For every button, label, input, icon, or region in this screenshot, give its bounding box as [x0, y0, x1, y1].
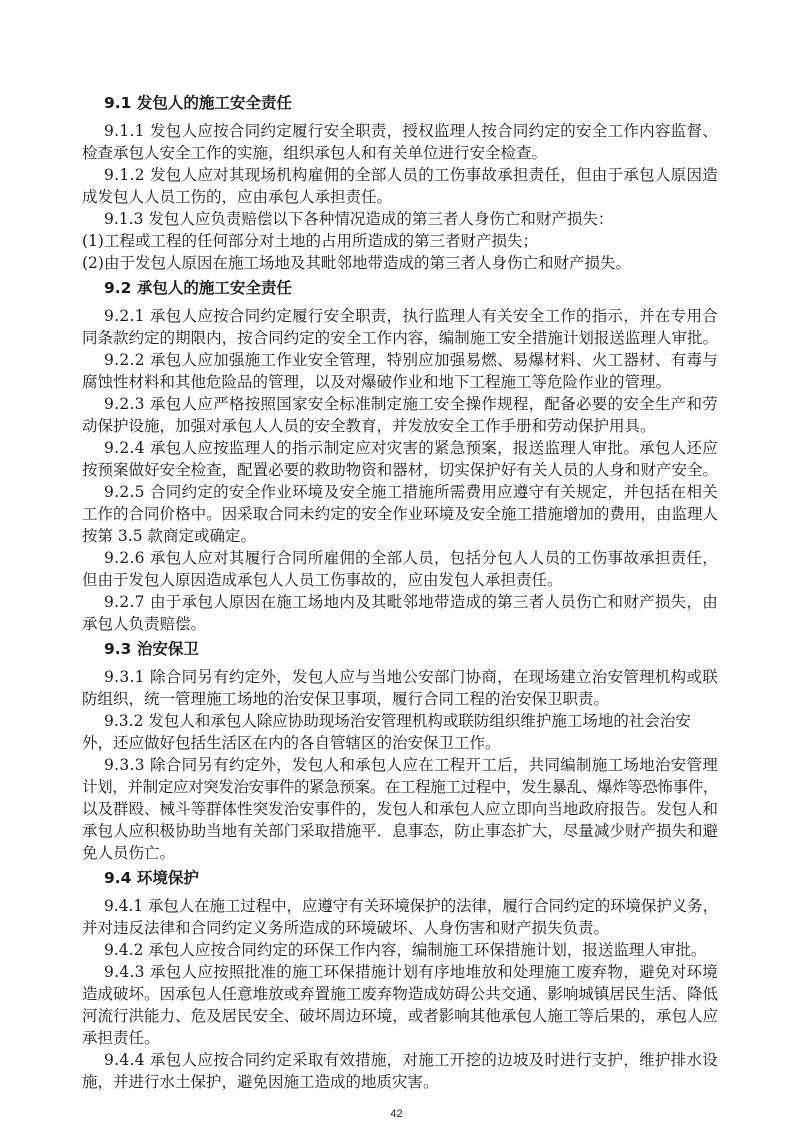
text-line: 9.3.2 发包人和承包人除应协助现场治安管理机构或联防组织维护施工场地的社会治安: [104, 712, 691, 730]
clause-9-2-2: [82, 349, 718, 393]
text-line: 造成破坏。因承包人任意堆放或弃置施工废弃物造成妨碍公共交通、影响城镇居民生活、降低: [82, 985, 718, 1003]
text-line: 按第 3.5 款商定或确定。: [82, 527, 257, 545]
clause-9-3-1: [82, 666, 718, 710]
text-line: 动保护设施，加强对承包人人员的安全教育，并发放安全工作手册和劳动保护用具。: [82, 417, 656, 435]
text-line: 并对违反法律和合同约定义务所造成的环境破坏、人身伤害和财产损失负责。: [82, 919, 610, 937]
text-line: 按预案做好安全检查，配置必要的救助物资和器材，切实保护好有关人员的人身和财产安全。: [82, 461, 718, 479]
text-line: (1)工程或工程的任何部分对土地的占用所造成的第三者财产损失；: [82, 232, 538, 250]
text-line: 9.4.4 承包人应按合同约定采取有效措施，对施工开挖的边坡及时进行支护，维护排水设: [104, 1051, 718, 1069]
text-line: 承担责任。: [82, 1029, 160, 1047]
clause-9-1-1: [82, 120, 718, 164]
clause-9-1-3: [82, 208, 718, 230]
text-line: 但由于发包人原因造成承包人人员工伤事故的，应由发包人承担责任。: [82, 571, 563, 589]
text-line: 施，并进行水土保护，避免因施工造成的地质灾害。: [82, 1073, 439, 1091]
text-line: 9.1.2 发包人应对其现场机构雇佣的全部人员的工伤事故承担责任，但由于承包人原因造: [104, 166, 718, 184]
clause-9-1-2: [82, 164, 718, 208]
text-line: 9.2.1 承包人应按合同约定履行安全职责，执行监理人有关安全工作的指示，并在专用合: [104, 307, 718, 325]
text-line: 腐蚀性材料和其他危险品的管理，以及对爆破作业和地下工程施工等危险作业的管理。: [82, 373, 672, 391]
clause-9-2-6: [82, 547, 718, 591]
text-line: 9.3.1 除合同另有约定外，发包人应与当地公安部门协商，在现场建立治安管理机构或联: [104, 668, 718, 686]
text-line: 防组织，统一管理施工场地的治安保卫事项，履行合同工程的治安保卫职责。: [82, 690, 610, 708]
section-heading-9-4: 9.4 环境保护: [104, 869, 199, 887]
text-line: 9.4.1 承包人在施工过程中，应遵守有关环境保护的法律，履行合同约定的环境保护义务，: [104, 897, 718, 915]
text-line: 9.2.4 承包人应按监理人的指示制定应对灾害的紧急预案，报送监理人审批。承包人还应: [104, 439, 718, 457]
text-line: 成发包人人员工伤的，应由承包人承担责任。: [82, 188, 393, 206]
text-line: 9.1.3 发包人应负责赔偿以下各种情况造成的第三者人身伤亡和财产损失：: [104, 210, 614, 228]
text-line: 9.3.3 除合同另有约定外，发包人和承包人应在工程开工后，共同编制施工场地治安管理: [104, 756, 718, 774]
text-line: 9.4.2 承包人应按合同约定的环保工作内容，编制施工环保措施计划，报送监理人审批。: [104, 941, 707, 959]
clause-9-2-5: [82, 481, 718, 547]
list-item-2: [82, 252, 718, 274]
text-line: 9.1.1 发包人应按合同约定履行安全职责，授权监理人按合同约定的安全工作内容监督、: [104, 122, 718, 140]
text-line: 河流行洪能力、危及居民安全、破坏周边环境，或者影响其他承包人施工等后果的，承包人应: [82, 1007, 718, 1025]
clause-9-2-7: [82, 591, 718, 635]
text-line: 9.2.6 承包人应对其履行合同所雇佣的全部人员，包括分包人人员的工伤事故承担责任，: [104, 549, 718, 567]
clause-9-2-1: [82, 305, 718, 349]
clause-9-2-3: [82, 393, 718, 437]
text-line: 以及群殴、械斗等群体性突发治安事件的，发包人和承包人应立即向当地政府报告。发包人和: [82, 800, 718, 818]
text-line: 承包人负责赔偿。: [82, 615, 207, 633]
clause-9-3-2: [82, 710, 718, 754]
text-line: 同条款约定的期限内，按合同约定的安全工作内容，编制施工安全措施计划报送监理人审批。: [82, 329, 718, 347]
clause-9-4-1: [82, 895, 718, 939]
page-number: 42: [390, 1108, 403, 1120]
clause-9-4-2: [82, 939, 718, 961]
text-line: 9.2.5 合同约定的安全作业环境及安全施工措施所需费用应遵守有关规定，并包括在相关: [104, 483, 718, 501]
clause-9-2-4: [82, 437, 718, 481]
text-line: (2)由于发包人原因在施工场地及其毗邻地带造成的第三者人身伤亡和财产损失。: [82, 254, 631, 272]
text-line: 计划，并制定应对突发治安事件的紧急预案。在工程施工过程中，发生暴乱、爆炸等恐怖事件，: [82, 778, 718, 796]
text-line: 检查承包人安全工作的实施，组织承包人和有关单位进行安全检查。: [82, 144, 548, 162]
section-heading-9-1: 9.1 发包人的施工安全责任: [104, 94, 292, 112]
list-item-1: [82, 230, 718, 252]
text-line: 9.2.2 承包人应加强施工作业安全管理，特别应加强易燃、易爆材料、火工器材、有毒与: [104, 351, 718, 369]
section-heading-9-2: 9.2 承包人的施工安全责任: [104, 279, 292, 297]
document-page: [82, 89, 718, 1093]
text-line: 9.2.3 承包人应严格按照国家安全标准制定施工安全操作规程，配备必要的安全生产和劳: [104, 395, 718, 413]
text-line: 9.2.7 由于承包人原因在施工场地内及其毗邻地带造成的第三者人员伤亡和财产损失，由: [104, 593, 718, 611]
text-line: 工作的合同价格中。因采取合同未约定的安全作业环境及安全施工措施增加的费用，由监理人: [82, 505, 718, 523]
clause-9-4-3: [82, 961, 718, 1049]
clause-9-4-4: [82, 1049, 718, 1093]
text-line: 外，还应做好包括生活区在内的各自管辖区的治安保卫工作。: [82, 734, 501, 752]
text-line: 9.4.3 承包人应按照批准的施工环保措施计划有序地堆放和处理施工废弃物，避免对环境: [104, 963, 718, 981]
section-heading-9-3: 9.3 治安保卫: [104, 640, 199, 658]
text-line: 免人员伤亡。: [82, 844, 176, 862]
text-line: 承包人应积极协助当地有关部门采取措施平．息事态，防止事态扩大，尽量减少财产损失和避: [82, 822, 718, 840]
clause-9-3-3: [82, 754, 718, 864]
